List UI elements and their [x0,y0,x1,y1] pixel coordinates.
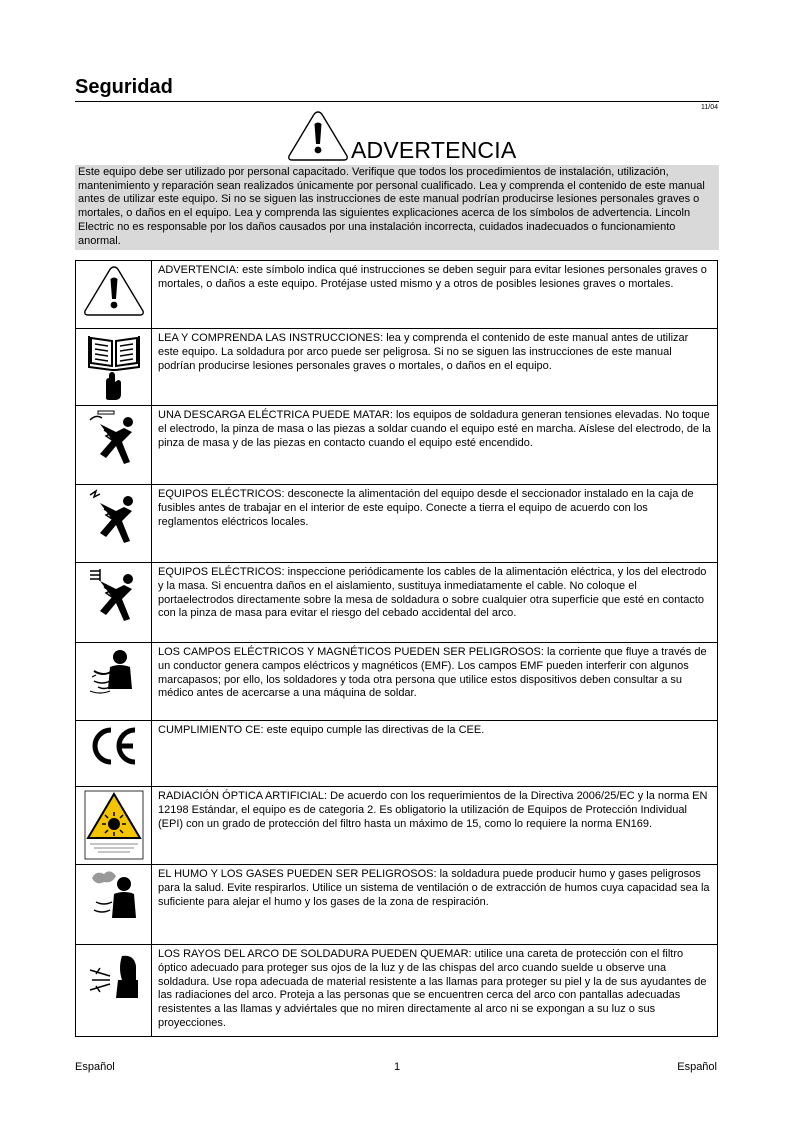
ce-mark-icon [89,726,139,766]
arc-rays-icon [86,950,142,1002]
row-text: RADIACIÓN ÓPTICA ARTIFICIAL: De acuerdo con los requerimientos de la Directiva 2006/25/EC y la norma EN 12198 Estándar, el equipo es de categoria 2. Es obligatorio la utilización de Equipos de Protección Individual (EPI) con un grado de protección del filtro hasta un máximo de 15, como lo requiere la norma EN169. [152,787,718,865]
row-text: EQUIPOS ELÉCTRICOS: inspeccione periódicamente los cables de la alimentación eléctrica, y los del electrodo y la masa. Si encuentra daños en el aislamiento, sustituya inmediatamente el cable. No coloque el portaelectrodos directamente sobre la mesa de soldadura o sobre cualquier otra superficie que esté en contacto con la pinza de masa para evitar el riesgo del cebado accidental del arco. [152,563,718,643]
electrical-equipment-icon [86,487,142,547]
intro-paragraph: Este equipo debe ser utilizado por personal capacitado. Verifique que todos los procedimientos de instalación, utilización, mantenimiento y reparación sean realizados únicamente por personal cualificado. Lea y comprenda el contenido de este manual antes de utilizar este equipo. Si no se siguen las instrucciones de este manual podrían producirse lesiones personales graves o mortales, o daños en el equipo. Lea y comprenda las siguientes explicaciones acerca de los símbolos de advertencia. Lincoln Electric no es responsable por los daños causados por una instalación incorrecta, cuidados inadecuados o funcionamiento anormal. [75,165,719,250]
read-manual-icon [88,332,140,402]
icon-cell [76,721,152,787]
icon-cell [76,485,152,563]
row-text: LEA Y COMPRENDA LAS INSTRUCCIONES: lea y comprenda el contenido de este manual antes de utilizar este equipo. La soldadura por arco puede ser peligrosa. Si no se siguen las instrucciones de este manual podrían producirse lesiones personales graves o mortales, o daños en el equipo. [152,329,718,406]
cable-inspection-icon [86,565,142,625]
icon-cell [76,406,152,485]
warning-heading-text: ADVERTENCIA [351,137,517,163]
warning-triangle-icon [83,265,145,317]
row-text: LOS CAMPOS ELÉCTRICOS Y MAGNÉTICOS PUEDEN SER PELIGROSOS: la corriente que fluye a través de un conductor genera campos eléctricos y magnéticos (EMF). Los campos EMF pueden interferir con algunos marcapasos; por ello, los soldadores y toda otra persona que utilice estos dispositivos deben consultar a su médico antes de acercarse a una máquina de soldar. [152,643,718,721]
page-title: Seguridad [75,76,173,98]
icon-cell [76,329,152,406]
icon-cell [76,261,152,329]
fumes-gases-icon [86,868,142,924]
row-text: EL HUMO Y LOS GASES PUEDEN SER PELIGROSOS: la soldadura puede producir humo y gases peligrosos para la salud. Evite respirarlos. Utilice un sistema de ventilación o de extracción de humos cuya capacidad sea la suficiente para alejar el humo y los gases de la zona de respiración. [152,865,718,945]
warning-heading [287,110,527,164]
row-text: ADVERTENCIA: este símbolo indica qué instrucciones se deben seguir para evitar lesiones personales graves o mortales, o daños a este equipo. Protéjase usted mismo y a otros de posibles lesiones graves o mortales. [152,261,718,329]
warning-triangle-icon [287,110,349,162]
electric-shock-icon [86,408,142,468]
icon-cell [76,865,152,945]
footer-language-right: Español [677,1061,717,1073]
optical-radiation-icon [84,790,144,860]
table-row [76,329,718,406]
row-text: EQUIPOS ELÉCTRICOS: desconecte la alimentación del equipo desde el seccionador instalado en la caja de fusibles antes de trabajar en el interior de este equipo. Conecte a tierra el equipo de acuerdo con los reglamentos eléctricos locales. [152,485,718,563]
revision-code: 11/04 [701,104,718,111]
row-text: CUMPLIMIENTO CE: este equipo cumple las directivas de la CEE. [152,721,718,787]
table-row [76,406,718,485]
safety-symbols-table [75,260,718,1037]
icon-cell [76,563,152,643]
table-row [76,261,718,329]
footer-language-left: Español [75,1061,115,1073]
table-row [76,865,718,945]
emf-icon [86,647,142,697]
row-text: LOS RAYOS DEL ARCO DE SOLDADURA PUEDEN QUEMAR: utilice una careta de protección con el filtro óptico adecuado para proteger sus ojos de la luz y de las chispas del arco cuando suelde u observe una soldadura. Use ropa adecuada de material resistente a las llamas para proteger su piel y la de sus ayudantes de las radiaciones del arco. Proteja a las personas que se encuentren cerca del arco con pantallas adecuadas resistentes a las llamas y adviértales que no miren directamente al arco ni se expongan a su luz o sus proyecciones. [152,945,718,1037]
table-row [76,721,718,787]
icon-cell [76,945,152,1037]
icon-cell [76,787,152,865]
table-row [76,787,718,865]
title-rule [75,101,719,102]
table-row [76,563,718,643]
page-number: 1 [394,1061,401,1073]
table-row [76,945,718,1037]
table-row [76,643,718,721]
table-row [76,485,718,563]
row-text: UNA DESCARGA ELÉCTRICA PUEDE MATAR: los equipos de soldadura generan tensiones elevadas. No toque el electrodo, la pinza de masa o las piezas a soldar cuando el equipo esté en marcha. Aíslese del electrodo, de la pinza de masa y de las piezas en contacto cuando el equipo esté encendido. [152,406,718,485]
icon-cell [76,643,152,721]
